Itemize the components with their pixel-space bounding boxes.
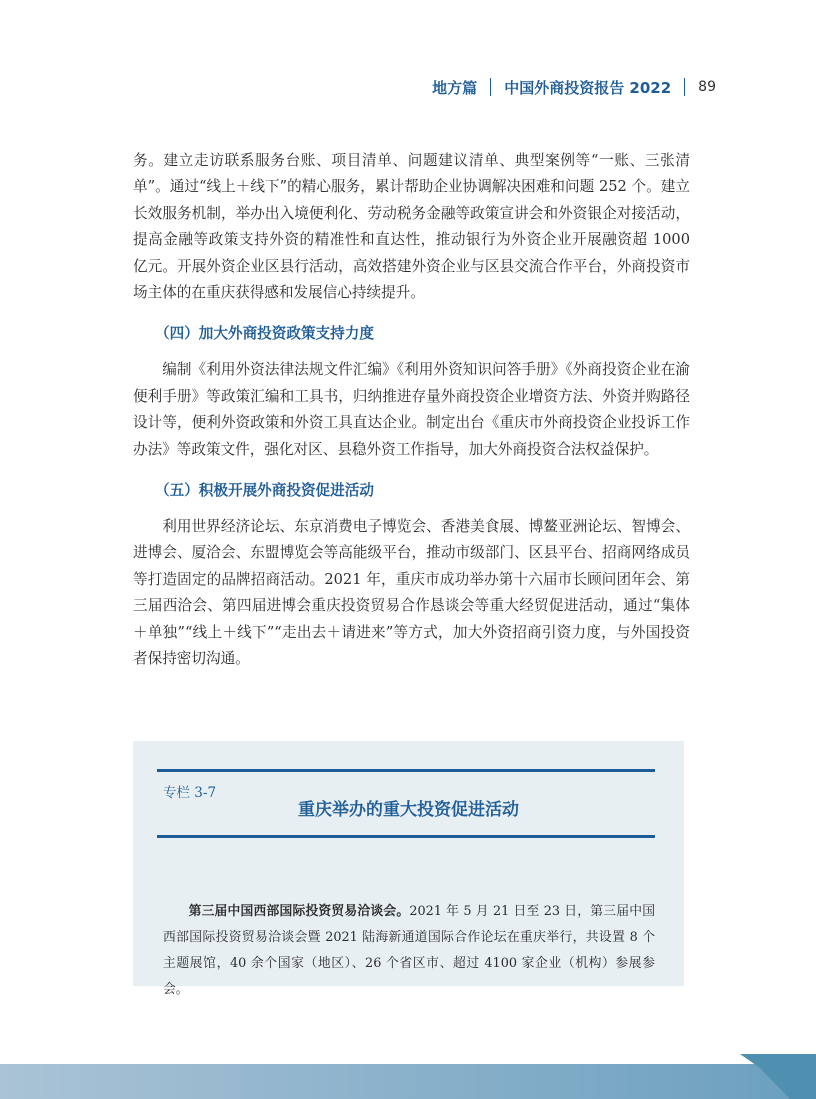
column-box: [133, 741, 684, 997]
column-text: 2021 年 5 月 21 日至 23 日，第三届中国西部国际投资贸易洽谈会暨 2021 陆海新通道国际合作论坛在重庆举行，共设置 8 个主题展馆，40 余个国家（地区）、26 个省区市、超过 4100 家企业（机构）参展参会。: [163, 904, 655, 997]
header-divider: [490, 78, 491, 96]
column-label: 专栏 3-7: [163, 785, 217, 801]
paragraph-2: 编制《利用外资法律法规文件汇编》《利用外资知识问答手册》《外商投资企业在渝便利手册》等政策汇编和工具书，归纳推进存量外商投资企业增资方法、外资并购路径设计等，便利外资政策和外资工具直达企业。制定出台《重庆市外商投资企业投诉工作办法》等政策文件，强化对区、县稳外资工作指导，加大外商投资合法权益保护。: [133, 361, 690, 458]
section-heading-5: （五）积极开展外商投资促进活动: [155, 482, 374, 500]
column-lead: 第三届中国西部国际投资贸易洽谈会。: [188, 904, 410, 919]
column-bottom-rule: [157, 835, 655, 838]
footer-band-light: [0, 1064, 816, 1099]
header-section: 地方篇: [432, 78, 478, 97]
page-number: 89: [698, 79, 716, 95]
column-body: [163, 899, 655, 1003]
column-top-rule: [157, 769, 655, 772]
running-header: [432, 74, 716, 100]
header-divider: [684, 78, 685, 96]
paragraph-1: 务。建立走访联系服务台账、项目清单、问题建议清单、典型案例等“一账、三张清单”。通过“线上＋线下”的精心服务，累计帮助企业协调解决困难和问题 252 个。建立长效服务机制，举办出入境便利化、劳动税务金融等政策宣讲会和外资银企对接活动，提高金融等政策支持外资的精准性和直达性，推动银行为外资企业开展融资超 1000 亿元。开展外资企业区县行活动，高效搭建外资企业与区县交流合作平台，外商投资市场主体的在重庆获得感和发展信心持续提升。: [133, 152, 690, 302]
column-title: 重庆举办的重大投资促进活动: [298, 800, 519, 820]
section-heading-4: （四）加大外商投资政策支持力度: [155, 325, 374, 343]
main-text: [133, 148, 690, 673]
paragraph-3: 利用世界经济论坛、东京消费电子博览会、香港美食展、博鳌亚洲论坛、智博会、进博会、厦洽会、东盟博览会等高能级平台，推动市级部门、区县平台、招商网络成员等打造固定的品牌招商活动。2021 年，重庆市成功举办第十六届市长顾问团年会、第三届西洽会、第四届进博会重庆投资贸易合作恳谈会等重大经贸促进活动，通过“集体＋单独”“线上＋线下”“走出去＋请进来”等方式，加大外资招商引资力度，与外国投资者保持密切沟通。: [133, 518, 690, 668]
header-report-title: 中国外商投资报告 2022: [504, 78, 672, 97]
footer-band: [0, 1054, 816, 1099]
